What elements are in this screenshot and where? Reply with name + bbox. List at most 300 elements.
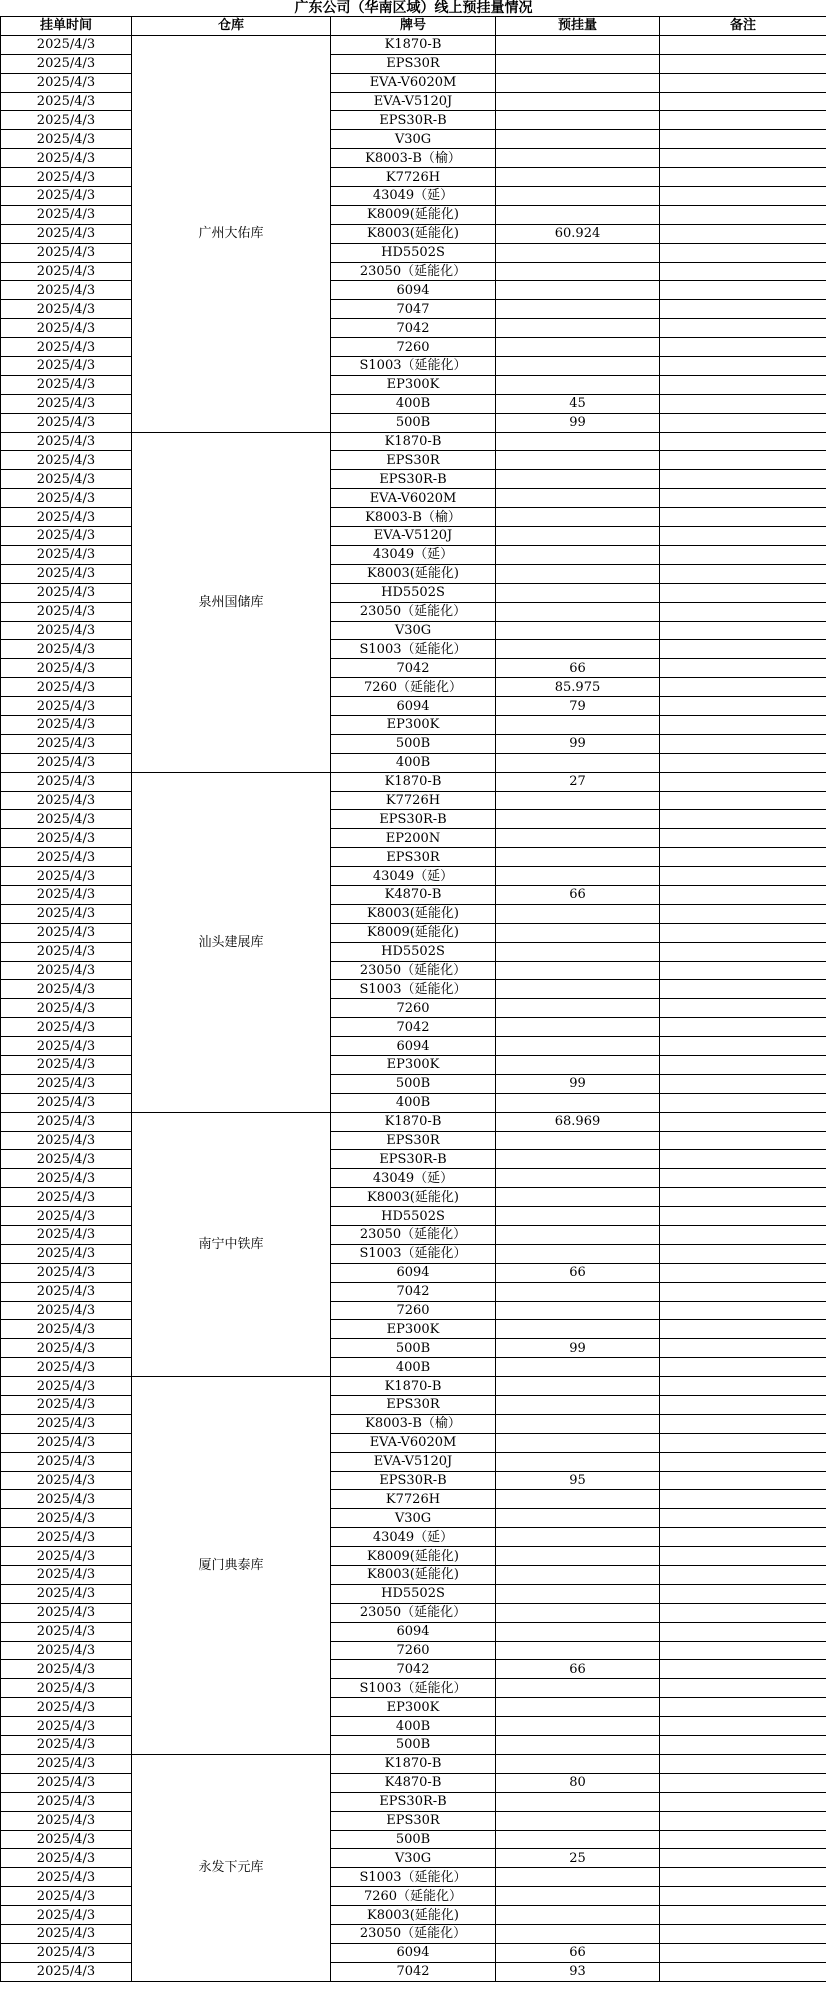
- cell-qty[interactable]: [496, 1414, 660, 1433]
- cell-note[interactable]: [660, 1244, 826, 1263]
- cell-grade[interactable]: 500B: [331, 1736, 496, 1755]
- cell-date[interactable]: 2025/4/3: [1, 54, 132, 73]
- cell-grade[interactable]: K7726H: [331, 168, 496, 187]
- cell-date[interactable]: 2025/4/3: [1, 1641, 132, 1660]
- cell-qty[interactable]: [496, 1679, 660, 1698]
- cell-qty[interactable]: [496, 1584, 660, 1603]
- cell-qty[interactable]: [496, 545, 660, 564]
- cell-date[interactable]: 2025/4/3: [1, 1509, 132, 1528]
- cell-note[interactable]: [660, 621, 826, 640]
- cell-note[interactable]: [660, 1584, 826, 1603]
- cell-grade[interactable]: 400B: [331, 1093, 496, 1112]
- cell-note[interactable]: [660, 999, 826, 1018]
- cell-grade[interactable]: K1870-B: [331, 35, 496, 54]
- cell-date[interactable]: 2025/4/3: [1, 678, 132, 697]
- cell-note[interactable]: [660, 810, 826, 829]
- cell-qty[interactable]: 99: [496, 1339, 660, 1358]
- cell-note[interactable]: [660, 961, 826, 980]
- header-warehouse[interactable]: 仓库: [132, 17, 331, 36]
- cell-grade[interactable]: 500B: [331, 413, 496, 432]
- cell-grade[interactable]: EPS30R: [331, 54, 496, 73]
- cell-qty[interactable]: [496, 149, 660, 168]
- cell-qty[interactable]: 79: [496, 697, 660, 716]
- cell-date[interactable]: 2025/4/3: [1, 1131, 132, 1150]
- cell-note[interactable]: [660, 848, 826, 867]
- cell-note[interactable]: [660, 583, 826, 602]
- cell-qty[interactable]: [496, 848, 660, 867]
- cell-grade[interactable]: 23050（延能化）: [331, 961, 496, 980]
- cell-note[interactable]: [660, 1792, 826, 1811]
- cell-date[interactable]: 2025/4/3: [1, 1074, 132, 1093]
- cell-qty[interactable]: [496, 753, 660, 772]
- cell-date[interactable]: 2025/4/3: [1, 1547, 132, 1566]
- cell-note[interactable]: [660, 1339, 826, 1358]
- cell-qty[interactable]: [496, 999, 660, 1018]
- cell-note[interactable]: [660, 1603, 826, 1622]
- cell-note[interactable]: [660, 262, 826, 281]
- cell-grade[interactable]: 23050（延能化）: [331, 1924, 496, 1943]
- cell-note[interactable]: [660, 149, 826, 168]
- header-note[interactable]: 备注: [660, 17, 826, 36]
- cell-qty[interactable]: 66: [496, 1263, 660, 1282]
- cell-note[interactable]: [660, 300, 826, 319]
- cell-note[interactable]: [660, 791, 826, 810]
- cell-note[interactable]: [660, 1150, 826, 1169]
- cell-date[interactable]: 2025/4/3: [1, 1698, 132, 1717]
- cell-grade[interactable]: 6094: [331, 697, 496, 716]
- cell-qty[interactable]: [496, 168, 660, 187]
- cell-qty[interactable]: [496, 1641, 660, 1660]
- cell-qty[interactable]: [496, 1603, 660, 1622]
- cell-grade[interactable]: 500B: [331, 1830, 496, 1849]
- cell-qty[interactable]: [496, 187, 660, 206]
- cell-grade[interactable]: EP300K: [331, 1698, 496, 1717]
- cell-grade[interactable]: K1870-B: [331, 1112, 496, 1131]
- cell-grade[interactable]: 500B: [331, 734, 496, 753]
- cell-qty[interactable]: [496, 923, 660, 942]
- cell-grade[interactable]: 23050（延能化）: [331, 602, 496, 621]
- cell-date[interactable]: 2025/4/3: [1, 1339, 132, 1358]
- cell-date[interactable]: 2025/4/3: [1, 35, 132, 54]
- cell-note[interactable]: [660, 413, 826, 432]
- cell-grade[interactable]: EP300K: [331, 1055, 496, 1074]
- cell-note[interactable]: [660, 829, 826, 848]
- cell-qty[interactable]: [496, 602, 660, 621]
- cell-date[interactable]: 2025/4/3: [1, 1018, 132, 1037]
- cell-date[interactable]: 2025/4/3: [1, 697, 132, 716]
- cell-qty[interactable]: [496, 470, 660, 489]
- cell-note[interactable]: [660, 1055, 826, 1074]
- cell-grade[interactable]: 500B: [331, 1339, 496, 1358]
- cell-qty[interactable]: [496, 111, 660, 130]
- cell-qty[interactable]: [496, 1868, 660, 1887]
- cell-date[interactable]: 2025/4/3: [1, 489, 132, 508]
- cell-qty[interactable]: 93: [496, 1962, 660, 1981]
- cell-note[interactable]: [660, 1679, 826, 1698]
- cell-note[interactable]: [660, 1452, 826, 1471]
- cell-note[interactable]: [660, 1547, 826, 1566]
- cell-qty[interactable]: [496, 1452, 660, 1471]
- cell-date[interactable]: 2025/4/3: [1, 451, 132, 470]
- cell-date[interactable]: 2025/4/3: [1, 111, 132, 130]
- cell-grade[interactable]: 6094: [331, 1037, 496, 1056]
- cell-date[interactable]: 2025/4/3: [1, 602, 132, 621]
- cell-note[interactable]: [660, 1754, 826, 1773]
- cell-qty[interactable]: [496, 1830, 660, 1849]
- cell-grade[interactable]: EP300K: [331, 715, 496, 734]
- cell-warehouse[interactable]: 泉州国储库: [132, 432, 331, 772]
- cell-note[interactable]: [660, 923, 826, 942]
- cell-date[interactable]: 2025/4/3: [1, 413, 132, 432]
- cell-qty[interactable]: [496, 1622, 660, 1641]
- cell-note[interactable]: [660, 489, 826, 508]
- cell-date[interactable]: 2025/4/3: [1, 734, 132, 753]
- cell-qty[interactable]: [496, 1566, 660, 1585]
- cell-note[interactable]: [660, 1509, 826, 1528]
- cell-grade[interactable]: 6094: [331, 1622, 496, 1641]
- cell-qty[interactable]: [496, 54, 660, 73]
- cell-note[interactable]: [660, 73, 826, 92]
- cell-grade[interactable]: 7260: [331, 999, 496, 1018]
- cell-date[interactable]: 2025/4/3: [1, 92, 132, 111]
- cell-date[interactable]: 2025/4/3: [1, 583, 132, 602]
- cell-qty[interactable]: [496, 942, 660, 961]
- cell-grade[interactable]: 43049（延）: [331, 1528, 496, 1547]
- cell-grade[interactable]: HD5502S: [331, 1584, 496, 1603]
- cell-date[interactable]: 2025/4/3: [1, 545, 132, 564]
- cell-grade[interactable]: K1870-B: [331, 1377, 496, 1396]
- cell-note[interactable]: [660, 243, 826, 262]
- header-date[interactable]: 挂单时间: [1, 17, 132, 36]
- cell-grade[interactable]: EVA-V6020M: [331, 73, 496, 92]
- cell-qty[interactable]: [496, 1244, 660, 1263]
- cell-date[interactable]: 2025/4/3: [1, 1528, 132, 1547]
- cell-grade[interactable]: 43049（延）: [331, 545, 496, 564]
- cell-note[interactable]: [660, 1566, 826, 1585]
- cell-qty[interactable]: [496, 432, 660, 451]
- cell-qty[interactable]: [496, 1433, 660, 1452]
- cell-qty[interactable]: [496, 867, 660, 886]
- cell-note[interactable]: [660, 1414, 826, 1433]
- cell-note[interactable]: [660, 1528, 826, 1547]
- cell-date[interactable]: 2025/4/3: [1, 527, 132, 546]
- cell-note[interactable]: [660, 1887, 826, 1906]
- cell-qty[interactable]: [496, 1131, 660, 1150]
- cell-date[interactable]: 2025/4/3: [1, 1093, 132, 1112]
- cell-grade[interactable]: 43049（延）: [331, 867, 496, 886]
- cell-note[interactable]: [660, 1641, 826, 1660]
- cell-qty[interactable]: [496, 583, 660, 602]
- cell-qty[interactable]: 66: [496, 659, 660, 678]
- cell-date[interactable]: 2025/4/3: [1, 1849, 132, 1868]
- cell-note[interactable]: [660, 904, 826, 923]
- cell-grade[interactable]: K8003-B（榆）: [331, 1414, 496, 1433]
- cell-note[interactable]: [660, 470, 826, 489]
- cell-qty[interactable]: [496, 1037, 660, 1056]
- cell-grade[interactable]: 7260: [331, 338, 496, 357]
- cell-note[interactable]: [660, 1433, 826, 1452]
- cell-qty[interactable]: [496, 1547, 660, 1566]
- cell-date[interactable]: 2025/4/3: [1, 281, 132, 300]
- cell-grade[interactable]: K8003(延能化): [331, 1188, 496, 1207]
- cell-date[interactable]: 2025/4/3: [1, 1566, 132, 1585]
- cell-note[interactable]: [660, 1320, 826, 1339]
- cell-note[interactable]: [660, 1207, 826, 1226]
- cell-note[interactable]: [660, 1112, 826, 1131]
- cell-grade[interactable]: 23050（延能化）: [331, 1226, 496, 1245]
- cell-qty[interactable]: [496, 281, 660, 300]
- cell-date[interactable]: 2025/4/3: [1, 999, 132, 1018]
- cell-note[interactable]: [660, 187, 826, 206]
- cell-note[interactable]: [660, 640, 826, 659]
- cell-qty[interactable]: 60.924: [496, 224, 660, 243]
- cell-note[interactable]: [660, 357, 826, 376]
- cell-qty[interactable]: [496, 1528, 660, 1547]
- cell-grade[interactable]: 7042: [331, 1962, 496, 1981]
- cell-date[interactable]: 2025/4/3: [1, 904, 132, 923]
- cell-date[interactable]: 2025/4/3: [1, 375, 132, 394]
- cell-qty[interactable]: [496, 508, 660, 527]
- cell-date[interactable]: 2025/4/3: [1, 1868, 132, 1887]
- cell-grade[interactable]: EPS30R-B: [331, 470, 496, 489]
- cell-grade[interactable]: 7042: [331, 659, 496, 678]
- cell-grade[interactable]: HD5502S: [331, 243, 496, 262]
- cell-note[interactable]: [660, 1830, 826, 1849]
- cell-qty[interactable]: [496, 357, 660, 376]
- cell-qty[interactable]: [496, 1698, 660, 1717]
- cell-grade[interactable]: K8003(延能化): [331, 1906, 496, 1925]
- cell-date[interactable]: 2025/4/3: [1, 187, 132, 206]
- cell-grade[interactable]: S1003（延能化）: [331, 980, 496, 999]
- cell-date[interactable]: 2025/4/3: [1, 243, 132, 262]
- cell-qty[interactable]: [496, 338, 660, 357]
- cell-qty[interactable]: [496, 1924, 660, 1943]
- cell-grade[interactable]: HD5502S: [331, 942, 496, 961]
- cell-grade[interactable]: EP300K: [331, 375, 496, 394]
- cell-date[interactable]: 2025/4/3: [1, 1660, 132, 1679]
- cell-date[interactable]: 2025/4/3: [1, 621, 132, 640]
- cell-warehouse[interactable]: 汕头建展库: [132, 772, 331, 1112]
- cell-note[interactable]: [660, 1018, 826, 1037]
- cell-note[interactable]: [660, 394, 826, 413]
- cell-date[interactable]: 2025/4/3: [1, 394, 132, 413]
- cell-note[interactable]: [660, 980, 826, 999]
- cell-grade[interactable]: K8003-B（榆）: [331, 149, 496, 168]
- cell-qty[interactable]: [496, 262, 660, 281]
- cell-date[interactable]: 2025/4/3: [1, 1792, 132, 1811]
- cell-note[interactable]: [660, 678, 826, 697]
- cell-grade[interactable]: 7042: [331, 1018, 496, 1037]
- cell-grade[interactable]: 43049（延）: [331, 1169, 496, 1188]
- cell-grade[interactable]: 7042: [331, 1282, 496, 1301]
- cell-date[interactable]: 2025/4/3: [1, 1943, 132, 1962]
- cell-qty[interactable]: [496, 791, 660, 810]
- cell-qty[interactable]: [496, 1509, 660, 1528]
- cell-grade[interactable]: K1870-B: [331, 1754, 496, 1773]
- cell-note[interactable]: [660, 432, 826, 451]
- cell-date[interactable]: 2025/4/3: [1, 1358, 132, 1377]
- cell-grade[interactable]: V30G: [331, 621, 496, 640]
- cell-qty[interactable]: 85.975: [496, 678, 660, 697]
- cell-date[interactable]: 2025/4/3: [1, 73, 132, 92]
- cell-grade[interactable]: 500B: [331, 1074, 496, 1093]
- cell-date[interactable]: 2025/4/3: [1, 791, 132, 810]
- cell-grade[interactable]: EVA-V5120J: [331, 92, 496, 111]
- cell-note[interactable]: [660, 111, 826, 130]
- cell-date[interactable]: 2025/4/3: [1, 1282, 132, 1301]
- cell-date[interactable]: 2025/4/3: [1, 1037, 132, 1056]
- cell-qty[interactable]: 95: [496, 1471, 660, 1490]
- cell-qty[interactable]: [496, 1887, 660, 1906]
- cell-note[interactable]: [660, 168, 826, 187]
- cell-date[interactable]: 2025/4/3: [1, 923, 132, 942]
- cell-date[interactable]: 2025/4/3: [1, 1263, 132, 1282]
- cell-grade[interactable]: V30G: [331, 1849, 496, 1868]
- cell-note[interactable]: [660, 1377, 826, 1396]
- cell-grade[interactable]: EPS30R: [331, 1131, 496, 1150]
- cell-note[interactable]: [660, 1906, 826, 1925]
- cell-note[interactable]: [660, 753, 826, 772]
- cell-qty[interactable]: [496, 640, 660, 659]
- cell-date[interactable]: 2025/4/3: [1, 753, 132, 772]
- cell-note[interactable]: [660, 1736, 826, 1755]
- cell-date[interactable]: 2025/4/3: [1, 1962, 132, 1981]
- cell-grade[interactable]: EPS30R: [331, 451, 496, 470]
- cell-date[interactable]: 2025/4/3: [1, 640, 132, 659]
- cell-date[interactable]: 2025/4/3: [1, 300, 132, 319]
- cell-grade[interactable]: EPS30R: [331, 848, 496, 867]
- cell-note[interactable]: [660, 1074, 826, 1093]
- cell-grade[interactable]: 7260: [331, 1301, 496, 1320]
- cell-grade[interactable]: EPS30R-B: [331, 1150, 496, 1169]
- cell-grade[interactable]: K8009(延能化): [331, 1547, 496, 1566]
- cell-note[interactable]: [660, 1698, 826, 1717]
- cell-grade[interactable]: EP300K: [331, 1320, 496, 1339]
- cell-note[interactable]: [660, 508, 826, 527]
- cell-date[interactable]: 2025/4/3: [1, 1377, 132, 1396]
- cell-qty[interactable]: [496, 527, 660, 546]
- cell-grade[interactable]: EPS30R-B: [331, 111, 496, 130]
- cell-grade[interactable]: 6094: [331, 1943, 496, 1962]
- cell-grade[interactable]: HD5502S: [331, 1207, 496, 1226]
- cell-qty[interactable]: [496, 1150, 660, 1169]
- cell-qty[interactable]: [496, 1320, 660, 1339]
- cell-date[interactable]: 2025/4/3: [1, 470, 132, 489]
- cell-date[interactable]: 2025/4/3: [1, 1679, 132, 1698]
- cell-qty[interactable]: [496, 829, 660, 848]
- cell-grade[interactable]: EP200N: [331, 829, 496, 848]
- cell-grade[interactable]: K7726H: [331, 1490, 496, 1509]
- cell-note[interactable]: [660, 1396, 826, 1415]
- cell-note[interactable]: [660, 54, 826, 73]
- cell-qty[interactable]: 66: [496, 1660, 660, 1679]
- cell-date[interactable]: 2025/4/3: [1, 1773, 132, 1792]
- cell-date[interactable]: 2025/4/3: [1, 1150, 132, 1169]
- cell-qty[interactable]: [496, 1207, 660, 1226]
- cell-date[interactable]: 2025/4/3: [1, 319, 132, 338]
- cell-qty[interactable]: [496, 1226, 660, 1245]
- cell-qty[interactable]: [496, 35, 660, 54]
- cell-grade[interactable]: EPS30R-B: [331, 1792, 496, 1811]
- cell-note[interactable]: [660, 451, 826, 470]
- cell-grade[interactable]: 400B: [331, 753, 496, 772]
- cell-grade[interactable]: 7260（延能化）: [331, 1887, 496, 1906]
- cell-qty[interactable]: [496, 92, 660, 111]
- cell-date[interactable]: 2025/4/3: [1, 715, 132, 734]
- cell-date[interactable]: 2025/4/3: [1, 867, 132, 886]
- cell-note[interactable]: [660, 35, 826, 54]
- cell-grade[interactable]: K8009(延能化): [331, 923, 496, 942]
- cell-qty[interactable]: [496, 1188, 660, 1207]
- cell-date[interactable]: 2025/4/3: [1, 942, 132, 961]
- cell-date[interactable]: 2025/4/3: [1, 1622, 132, 1641]
- cell-note[interactable]: [660, 1226, 826, 1245]
- cell-date[interactable]: 2025/4/3: [1, 262, 132, 281]
- cell-grade[interactable]: V30G: [331, 130, 496, 149]
- cell-qty[interactable]: 27: [496, 772, 660, 791]
- cell-date[interactable]: 2025/4/3: [1, 1471, 132, 1490]
- cell-note[interactable]: [660, 1490, 826, 1509]
- cell-grade[interactable]: 7260: [331, 1641, 496, 1660]
- cell-qty[interactable]: 66: [496, 885, 660, 904]
- cell-note[interactable]: [660, 1282, 826, 1301]
- header-grade[interactable]: 牌号: [331, 17, 496, 36]
- cell-note[interactable]: [660, 564, 826, 583]
- cell-date[interactable]: 2025/4/3: [1, 338, 132, 357]
- cell-warehouse[interactable]: 南宁中铁库: [132, 1112, 331, 1376]
- cell-note[interactable]: [660, 772, 826, 791]
- cell-qty[interactable]: [496, 1169, 660, 1188]
- cell-grade[interactable]: EPS30R-B: [331, 1471, 496, 1490]
- cell-warehouse[interactable]: 厦门典泰库: [132, 1377, 331, 1755]
- cell-grade[interactable]: S1003（延能化）: [331, 1868, 496, 1887]
- cell-date[interactable]: 2025/4/3: [1, 1433, 132, 1452]
- cell-note[interactable]: [660, 281, 826, 300]
- cell-grade[interactable]: K4870-B: [331, 885, 496, 904]
- cell-grade[interactable]: EVA-V5120J: [331, 527, 496, 546]
- cell-date[interactable]: 2025/4/3: [1, 1169, 132, 1188]
- cell-note[interactable]: [660, 130, 826, 149]
- cell-grade[interactable]: 6094: [331, 1263, 496, 1282]
- cell-qty[interactable]: 80: [496, 1773, 660, 1792]
- cell-note[interactable]: [660, 527, 826, 546]
- cell-date[interactable]: 2025/4/3: [1, 1811, 132, 1830]
- cell-qty[interactable]: [496, 961, 660, 980]
- cell-note[interactable]: [660, 1358, 826, 1377]
- cell-date[interactable]: 2025/4/3: [1, 961, 132, 980]
- cell-note[interactable]: [660, 1131, 826, 1150]
- cell-qty[interactable]: 68.969: [496, 1112, 660, 1131]
- cell-qty[interactable]: [496, 375, 660, 394]
- cell-date[interactable]: 2025/4/3: [1, 224, 132, 243]
- cell-date[interactable]: 2025/4/3: [1, 1717, 132, 1736]
- cell-date[interactable]: 2025/4/3: [1, 1188, 132, 1207]
- cell-date[interactable]: 2025/4/3: [1, 1584, 132, 1603]
- header-qty[interactable]: 预挂量: [496, 17, 660, 36]
- cell-qty[interactable]: [496, 980, 660, 999]
- cell-grade[interactable]: K1870-B: [331, 772, 496, 791]
- cell-grade[interactable]: EPS30R: [331, 1396, 496, 1415]
- cell-warehouse[interactable]: 广州大佑库: [132, 35, 331, 432]
- cell-date[interactable]: 2025/4/3: [1, 659, 132, 678]
- cell-grade[interactable]: S1003（延能化）: [331, 357, 496, 376]
- cell-qty[interactable]: [496, 319, 660, 338]
- cell-grade[interactable]: 6094: [331, 281, 496, 300]
- cell-grade[interactable]: K8009(延能化): [331, 205, 496, 224]
- cell-grade[interactable]: HD5502S: [331, 583, 496, 602]
- cell-qty[interactable]: [496, 810, 660, 829]
- cell-note[interactable]: [660, 1811, 826, 1830]
